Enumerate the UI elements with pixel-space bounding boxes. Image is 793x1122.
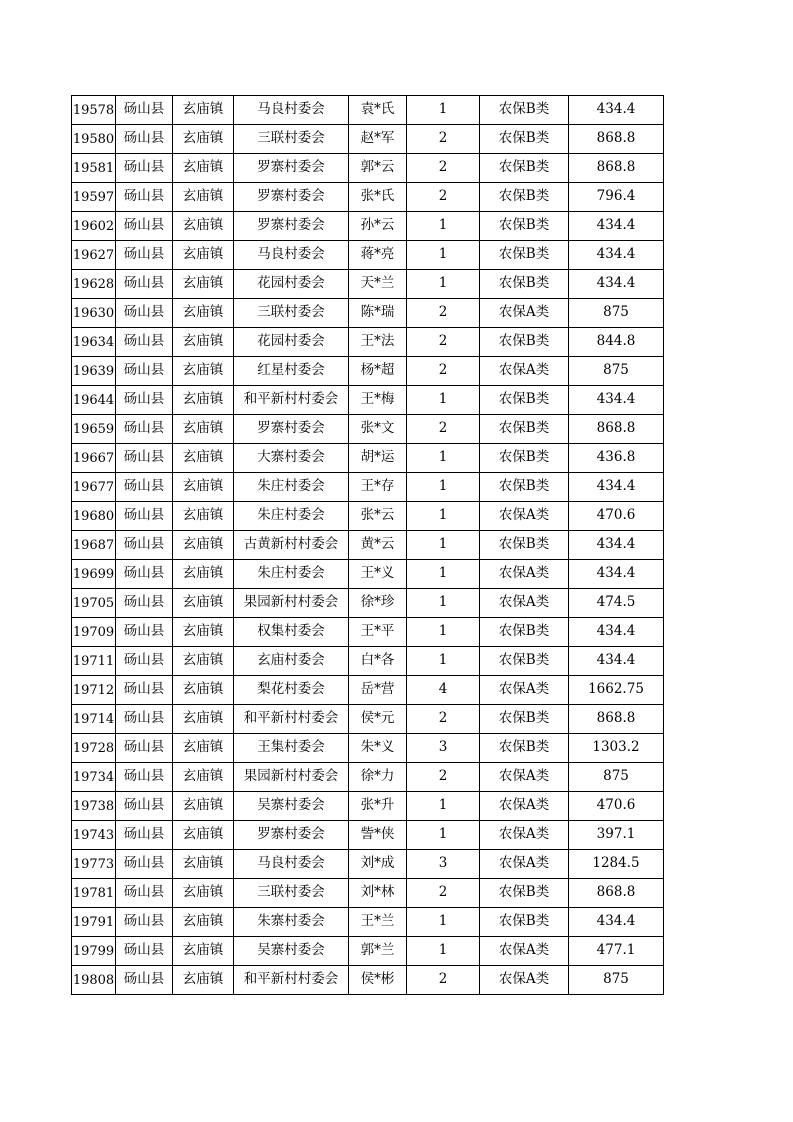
type-cell: 农保A类 <box>480 357 569 386</box>
village-cell: 三联村委会 <box>234 879 349 908</box>
table-row <box>72 966 664 995</box>
id-cell: 19677 <box>72 473 116 502</box>
county-cell: 砀山县 <box>116 386 173 415</box>
type-cell: 农保B类 <box>480 618 569 647</box>
county-cell: 砀山县 <box>116 241 173 270</box>
count-cell: 1 <box>407 821 480 850</box>
village-cell: 古黄新村村委会 <box>234 531 349 560</box>
name-cell: 孙*云 <box>349 212 407 241</box>
type-cell: 农保A类 <box>480 850 569 879</box>
type-cell: 农保B类 <box>480 473 569 502</box>
town-cell: 玄庙镇 <box>173 705 234 734</box>
type-cell: 农保B类 <box>480 705 569 734</box>
table-row <box>72 937 664 966</box>
county-cell: 砀山县 <box>116 154 173 183</box>
id-cell: 19581 <box>72 154 116 183</box>
village-cell: 和平新村村委会 <box>234 705 349 734</box>
county-cell: 砀山县 <box>116 937 173 966</box>
table-row <box>72 676 664 705</box>
type-cell: 农保A类 <box>480 676 569 705</box>
amount-cell: 868.8 <box>569 125 664 154</box>
amount-cell: 474.5 <box>569 589 664 618</box>
table-row <box>72 560 664 589</box>
count-cell: 1 <box>407 589 480 618</box>
count-cell: 1 <box>407 502 480 531</box>
amount-cell: 1303.2 <box>569 734 664 763</box>
name-cell: 陈*瑞 <box>349 299 407 328</box>
village-cell: 吴寨村委会 <box>234 792 349 821</box>
village-cell: 红星村委会 <box>234 357 349 386</box>
count-cell: 1 <box>407 473 480 502</box>
type-cell: 农保A类 <box>480 763 569 792</box>
type-cell: 农保B类 <box>480 154 569 183</box>
id-cell: 19634 <box>72 328 116 357</box>
table-row <box>72 589 664 618</box>
table-row <box>72 908 664 937</box>
town-cell: 玄庙镇 <box>173 241 234 270</box>
county-cell: 砀山县 <box>116 966 173 995</box>
county-cell: 砀山县 <box>116 531 173 560</box>
village-cell: 权集村委会 <box>234 618 349 647</box>
table-row <box>72 531 664 560</box>
table-row <box>72 850 664 879</box>
village-cell: 花园村委会 <box>234 328 349 357</box>
count-cell: 2 <box>407 966 480 995</box>
count-cell: 1 <box>407 560 480 589</box>
county-cell: 砀山县 <box>116 676 173 705</box>
name-cell: 訾*侠 <box>349 821 407 850</box>
amount-cell: 434.4 <box>569 473 664 502</box>
name-cell: 白*各 <box>349 647 407 676</box>
village-cell: 马良村委会 <box>234 96 349 125</box>
town-cell: 玄庙镇 <box>173 531 234 560</box>
name-cell: 王*义 <box>349 560 407 589</box>
count-cell: 1 <box>407 908 480 937</box>
village-cell: 马良村委会 <box>234 850 349 879</box>
count-cell: 1 <box>407 212 480 241</box>
village-cell: 梨花村委会 <box>234 676 349 705</box>
type-cell: 农保B类 <box>480 96 569 125</box>
county-cell: 砀山县 <box>116 850 173 879</box>
village-cell: 罗寨村委会 <box>234 415 349 444</box>
count-cell: 1 <box>407 647 480 676</box>
table-row <box>72 270 664 299</box>
count-cell: 1 <box>407 531 480 560</box>
town-cell: 玄庙镇 <box>173 357 234 386</box>
name-cell: 蒋*亮 <box>349 241 407 270</box>
village-cell: 果园新村村委会 <box>234 763 349 792</box>
count-cell: 2 <box>407 299 480 328</box>
name-cell: 刘*成 <box>349 850 407 879</box>
name-cell: 张*云 <box>349 502 407 531</box>
town-cell: 玄庙镇 <box>173 473 234 502</box>
type-cell: 农保A类 <box>480 589 569 618</box>
village-cell: 罗寨村委会 <box>234 212 349 241</box>
table-row <box>72 879 664 908</box>
amount-cell: 470.6 <box>569 502 664 531</box>
town-cell: 玄庙镇 <box>173 734 234 763</box>
subsidy-table <box>71 95 664 995</box>
id-cell: 19799 <box>72 937 116 966</box>
county-cell: 砀山县 <box>116 125 173 154</box>
town-cell: 玄庙镇 <box>173 502 234 531</box>
amount-cell: 434.4 <box>569 618 664 647</box>
name-cell: 王*兰 <box>349 908 407 937</box>
county-cell: 砀山县 <box>116 299 173 328</box>
county-cell: 砀山县 <box>116 908 173 937</box>
county-cell: 砀山县 <box>116 444 173 473</box>
type-cell: 农保A类 <box>480 560 569 589</box>
town-cell: 玄庙镇 <box>173 792 234 821</box>
id-cell: 19602 <box>72 212 116 241</box>
name-cell: 徐*力 <box>349 763 407 792</box>
town-cell: 玄庙镇 <box>173 328 234 357</box>
county-cell: 砀山县 <box>116 879 173 908</box>
village-cell: 玄庙村委会 <box>234 647 349 676</box>
table-row <box>72 299 664 328</box>
name-cell: 赵*军 <box>349 125 407 154</box>
id-cell: 19597 <box>72 183 116 212</box>
county-cell: 砀山县 <box>116 821 173 850</box>
table-row <box>72 96 664 125</box>
town-cell: 玄庙镇 <box>173 966 234 995</box>
id-cell: 19630 <box>72 299 116 328</box>
name-cell: 徐*珍 <box>349 589 407 618</box>
id-cell: 19705 <box>72 589 116 618</box>
type-cell: 农保B类 <box>480 647 569 676</box>
count-cell: 2 <box>407 183 480 212</box>
table-row <box>72 154 664 183</box>
count-cell: 2 <box>407 705 480 734</box>
town-cell: 玄庙镇 <box>173 415 234 444</box>
village-cell: 王集村委会 <box>234 734 349 763</box>
town-cell: 玄庙镇 <box>173 850 234 879</box>
county-cell: 砀山县 <box>116 183 173 212</box>
id-cell: 19738 <box>72 792 116 821</box>
type-cell: 农保A类 <box>480 502 569 531</box>
id-cell: 19743 <box>72 821 116 850</box>
name-cell: 王*平 <box>349 618 407 647</box>
table-row <box>72 183 664 212</box>
village-cell: 果园新村村委会 <box>234 589 349 618</box>
amount-cell: 875 <box>569 763 664 792</box>
village-cell: 朱庄村委会 <box>234 502 349 531</box>
county-cell: 砀山县 <box>116 560 173 589</box>
name-cell: 黄*云 <box>349 531 407 560</box>
name-cell: 王*存 <box>349 473 407 502</box>
type-cell: 农保B类 <box>480 908 569 937</box>
id-cell: 19639 <box>72 357 116 386</box>
county-cell: 砀山县 <box>116 647 173 676</box>
table-row <box>72 444 664 473</box>
id-cell: 19659 <box>72 415 116 444</box>
amount-cell: 434.4 <box>569 241 664 270</box>
name-cell: 郭*云 <box>349 154 407 183</box>
type-cell: 农保B类 <box>480 241 569 270</box>
village-cell: 和平新村村委会 <box>234 386 349 415</box>
count-cell: 1 <box>407 386 480 415</box>
name-cell: 刘*林 <box>349 879 407 908</box>
amount-cell: 397.1 <box>569 821 664 850</box>
amount-cell: 796.4 <box>569 183 664 212</box>
count-cell: 2 <box>407 357 480 386</box>
table-row <box>72 734 664 763</box>
county-cell: 砀山县 <box>116 212 173 241</box>
amount-cell: 844.8 <box>569 328 664 357</box>
table-row <box>72 125 664 154</box>
type-cell: 农保B类 <box>480 386 569 415</box>
id-cell: 19627 <box>72 241 116 270</box>
id-cell: 19628 <box>72 270 116 299</box>
count-cell: 1 <box>407 270 480 299</box>
type-cell: 农保A类 <box>480 821 569 850</box>
table-row <box>72 647 664 676</box>
county-cell: 砀山县 <box>116 502 173 531</box>
count-cell: 2 <box>407 879 480 908</box>
village-cell: 朱庄村委会 <box>234 473 349 502</box>
name-cell: 王*梅 <box>349 386 407 415</box>
count-cell: 2 <box>407 328 480 357</box>
id-cell: 19680 <box>72 502 116 531</box>
town-cell: 玄庙镇 <box>173 96 234 125</box>
name-cell: 朱*义 <box>349 734 407 763</box>
type-cell: 农保B类 <box>480 734 569 763</box>
type-cell: 农保B类 <box>480 328 569 357</box>
table-row <box>72 415 664 444</box>
table-body <box>72 96 664 995</box>
name-cell: 张*氏 <box>349 183 407 212</box>
id-cell: 19667 <box>72 444 116 473</box>
table-row <box>72 618 664 647</box>
id-cell: 19699 <box>72 560 116 589</box>
village-cell: 吴寨村委会 <box>234 937 349 966</box>
type-cell: 农保A类 <box>480 792 569 821</box>
town-cell: 玄庙镇 <box>173 937 234 966</box>
village-cell: 花园村委会 <box>234 270 349 299</box>
amount-cell: 868.8 <box>569 415 664 444</box>
village-cell: 朱寨村委会 <box>234 908 349 937</box>
town-cell: 玄庙镇 <box>173 444 234 473</box>
village-cell: 马良村委会 <box>234 241 349 270</box>
town-cell: 玄庙镇 <box>173 763 234 792</box>
town-cell: 玄庙镇 <box>173 879 234 908</box>
id-cell: 19781 <box>72 879 116 908</box>
name-cell: 张*升 <box>349 792 407 821</box>
county-cell: 砀山县 <box>116 763 173 792</box>
village-cell: 罗寨村委会 <box>234 821 349 850</box>
amount-cell: 1284.5 <box>569 850 664 879</box>
amount-cell: 434.4 <box>569 270 664 299</box>
village-cell: 和平新村村委会 <box>234 966 349 995</box>
table-row <box>72 792 664 821</box>
name-cell: 袁*氏 <box>349 96 407 125</box>
name-cell: 侯*彬 <box>349 966 407 995</box>
county-cell: 砀山县 <box>116 473 173 502</box>
id-cell: 19709 <box>72 618 116 647</box>
county-cell: 砀山县 <box>116 270 173 299</box>
type-cell: 农保B类 <box>480 125 569 154</box>
amount-cell: 470.6 <box>569 792 664 821</box>
id-cell: 19734 <box>72 763 116 792</box>
id-cell: 19580 <box>72 125 116 154</box>
town-cell: 玄庙镇 <box>173 908 234 937</box>
name-cell: 王*法 <box>349 328 407 357</box>
county-cell: 砀山县 <box>116 357 173 386</box>
village-cell: 三联村委会 <box>234 125 349 154</box>
name-cell: 郭*兰 <box>349 937 407 966</box>
type-cell: 农保B类 <box>480 531 569 560</box>
count-cell: 2 <box>407 415 480 444</box>
town-cell: 玄庙镇 <box>173 386 234 415</box>
name-cell: 杨*超 <box>349 357 407 386</box>
town-cell: 玄庙镇 <box>173 212 234 241</box>
table-row <box>72 386 664 415</box>
id-cell: 19773 <box>72 850 116 879</box>
amount-cell: 1662.75 <box>569 676 664 705</box>
id-cell: 19644 <box>72 386 116 415</box>
table-row <box>72 705 664 734</box>
id-cell: 19714 <box>72 705 116 734</box>
count-cell: 1 <box>407 792 480 821</box>
village-cell: 朱庄村委会 <box>234 560 349 589</box>
name-cell: 张*文 <box>349 415 407 444</box>
amount-cell: 868.8 <box>569 879 664 908</box>
town-cell: 玄庙镇 <box>173 676 234 705</box>
table-row <box>72 328 664 357</box>
count-cell: 2 <box>407 125 480 154</box>
count-cell: 1 <box>407 618 480 647</box>
count-cell: 1 <box>407 937 480 966</box>
type-cell: 农保A类 <box>480 966 569 995</box>
count-cell: 1 <box>407 241 480 270</box>
name-cell: 侯*元 <box>349 705 407 734</box>
table-row <box>72 502 664 531</box>
count-cell: 4 <box>407 676 480 705</box>
type-cell: 农保B类 <box>480 270 569 299</box>
table-row <box>72 473 664 502</box>
county-cell: 砀山县 <box>116 415 173 444</box>
name-cell: 胡*运 <box>349 444 407 473</box>
town-cell: 玄庙镇 <box>173 299 234 328</box>
town-cell: 玄庙镇 <box>173 589 234 618</box>
count-cell: 1 <box>407 96 480 125</box>
type-cell: 农保A类 <box>480 299 569 328</box>
town-cell: 玄庙镇 <box>173 821 234 850</box>
count-cell: 2 <box>407 763 480 792</box>
town-cell: 玄庙镇 <box>173 183 234 212</box>
type-cell: 农保B类 <box>480 415 569 444</box>
type-cell: 农保B类 <box>480 879 569 908</box>
town-cell: 玄庙镇 <box>173 270 234 299</box>
type-cell: 农保B类 <box>480 444 569 473</box>
id-cell: 19791 <box>72 908 116 937</box>
town-cell: 玄庙镇 <box>173 618 234 647</box>
town-cell: 玄庙镇 <box>173 647 234 676</box>
village-cell: 三联村委会 <box>234 299 349 328</box>
count-cell: 3 <box>407 734 480 763</box>
document-page <box>71 95 664 995</box>
amount-cell: 868.8 <box>569 154 664 183</box>
name-cell: 天*兰 <box>349 270 407 299</box>
village-cell: 大寨村委会 <box>234 444 349 473</box>
amount-cell: 434.4 <box>569 647 664 676</box>
type-cell: 农保A类 <box>480 937 569 966</box>
count-cell: 1 <box>407 444 480 473</box>
table-row <box>72 212 664 241</box>
county-cell: 砀山县 <box>116 705 173 734</box>
amount-cell: 434.4 <box>569 560 664 589</box>
table-row <box>72 763 664 792</box>
county-cell: 砀山县 <box>116 618 173 647</box>
id-cell: 19711 <box>72 647 116 676</box>
type-cell: 农保B类 <box>480 183 569 212</box>
id-cell: 19808 <box>72 966 116 995</box>
table-row <box>72 241 664 270</box>
table-row <box>72 821 664 850</box>
amount-cell: 868.8 <box>569 705 664 734</box>
town-cell: 玄庙镇 <box>173 154 234 183</box>
amount-cell: 875 <box>569 966 664 995</box>
amount-cell: 434.4 <box>569 908 664 937</box>
town-cell: 玄庙镇 <box>173 560 234 589</box>
amount-cell: 434.4 <box>569 386 664 415</box>
county-cell: 砀山县 <box>116 589 173 618</box>
id-cell: 19578 <box>72 96 116 125</box>
table-row <box>72 357 664 386</box>
name-cell: 岳*营 <box>349 676 407 705</box>
county-cell: 砀山县 <box>116 792 173 821</box>
county-cell: 砀山县 <box>116 328 173 357</box>
village-cell: 罗寨村委会 <box>234 183 349 212</box>
id-cell: 19728 <box>72 734 116 763</box>
amount-cell: 875 <box>569 299 664 328</box>
id-cell: 19712 <box>72 676 116 705</box>
county-cell: 砀山县 <box>116 96 173 125</box>
amount-cell: 477.1 <box>569 937 664 966</box>
village-cell: 罗寨村委会 <box>234 154 349 183</box>
amount-cell: 436.8 <box>569 444 664 473</box>
amount-cell: 434.4 <box>569 96 664 125</box>
town-cell: 玄庙镇 <box>173 125 234 154</box>
id-cell: 19687 <box>72 531 116 560</box>
amount-cell: 434.4 <box>569 212 664 241</box>
type-cell: 农保B类 <box>480 212 569 241</box>
amount-cell: 434.4 <box>569 531 664 560</box>
count-cell: 2 <box>407 154 480 183</box>
count-cell: 3 <box>407 850 480 879</box>
county-cell: 砀山县 <box>116 734 173 763</box>
amount-cell: 875 <box>569 357 664 386</box>
